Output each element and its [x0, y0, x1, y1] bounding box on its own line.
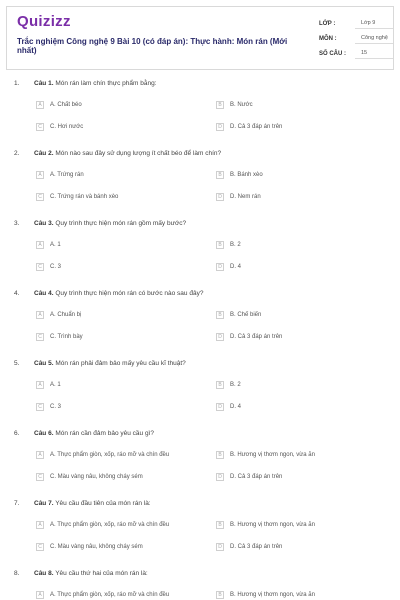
question-text [34, 80, 157, 87]
option-letter-box[interactable]: B [216, 311, 224, 319]
option-text: D. Cả 3 đáp án trên [230, 544, 283, 550]
answer-option[interactable] [216, 542, 282, 552]
question-number: 7. [14, 500, 20, 507]
option-letter-box[interactable]: D [216, 123, 224, 131]
option-text: D. Cả 3 đáp án trên [230, 124, 283, 130]
option-text: B. 2 [230, 242, 241, 248]
option-text: B. 2 [230, 382, 241, 388]
option-letter-box[interactable]: A [36, 171, 44, 179]
option-text: D. Cả 3 đáp án trên [230, 334, 283, 340]
meta-row-count [319, 46, 393, 61]
option-text: B. Hương vị thơm ngon, vừa ăn [230, 522, 315, 528]
question-number: 5. [14, 360, 20, 367]
question-text [34, 290, 203, 297]
option-text: B. Chế biến [230, 312, 262, 318]
question-text [34, 570, 148, 577]
question-label: Câu 8. [34, 570, 54, 577]
meta-value: Công nghệ [355, 34, 393, 44]
worksheet-title: Trắc nghiệm Công nghệ 9 Bài 10 (có đáp án): Thực hành: Món rán (Mới nhất) [17, 37, 288, 55]
meta-value: Lớp 9 [355, 19, 393, 29]
question-text [34, 430, 154, 437]
option-letter-box[interactable]: B [216, 171, 224, 179]
option-letter-box[interactable]: A [36, 381, 44, 389]
question-label: Câu 1. [34, 80, 54, 87]
option-text: C. Màu vàng nâu, không cháy sém [50, 474, 143, 480]
option-letter-box[interactable]: B [216, 241, 224, 249]
answer-option[interactable] [36, 310, 81, 320]
option-text: A. Thực phẩm giòn, xốp, ráo mỡ và chín đều [50, 592, 170, 598]
answer-option[interactable] [36, 100, 82, 110]
option-letter-box[interactable]: C [36, 543, 44, 551]
option-text: B. Nước [230, 102, 253, 108]
option-text: A. 1 [50, 382, 61, 388]
answer-option[interactable] [36, 192, 118, 202]
option-text: C. Màu vàng nâu, không cháy sém [50, 544, 143, 550]
option-letter-box[interactable]: A [36, 311, 44, 319]
answer-option[interactable] [36, 170, 84, 180]
answer-option[interactable] [216, 380, 241, 390]
worksheet-header [6, 6, 394, 70]
option-text: D. Nem rán [230, 194, 261, 200]
option-text: D. 4 [230, 264, 242, 270]
question-number: 8. [14, 570, 20, 577]
option-text: A. Thực phẩm giòn, xốp, ráo mỡ và chín đều [50, 452, 170, 458]
answer-option[interactable] [216, 240, 241, 250]
option-text: C. 3 [50, 264, 62, 270]
question-text [34, 360, 186, 367]
option-letter-box[interactable]: B [216, 101, 224, 109]
question-text [34, 220, 186, 227]
option-letter-box[interactable]: B [216, 451, 224, 459]
option-letter-box[interactable]: A [36, 591, 44, 599]
question-label: Câu 7. [34, 500, 54, 507]
meta-row-subject [319, 31, 393, 46]
answer-option[interactable] [216, 310, 261, 320]
question-body: Quy trình thực hiện món rán gồm mấy bước? [55, 220, 187, 227]
option-letter-box[interactable]: D [216, 263, 224, 271]
question-number: 3. [14, 220, 20, 227]
answer-option[interactable] [36, 520, 169, 530]
option-letter-box[interactable]: A [36, 101, 44, 109]
option-letter-box[interactable]: C [36, 193, 44, 201]
meta-table [319, 16, 393, 61]
option-letter-box[interactable]: C [36, 403, 44, 411]
option-text: B. Hương vị thơm ngon, vừa ăn [230, 592, 315, 598]
question-label: Câu 3. [34, 220, 54, 227]
answer-option[interactable] [36, 542, 143, 552]
option-text: D. Cả 3 đáp án trên [230, 474, 283, 480]
meta-row-class [319, 16, 393, 31]
answer-option[interactable] [36, 402, 61, 412]
answer-option[interactable] [36, 262, 61, 272]
option-letter-box[interactable]: C [36, 333, 44, 341]
answer-option[interactable] [216, 170, 263, 180]
question-label: Câu 4. [34, 290, 54, 297]
option-text: C. Trứng rán và bánh xèo [50, 194, 119, 200]
option-letter-box[interactable]: C [36, 473, 44, 481]
meta-label: SỐ CÂU : [319, 50, 346, 57]
meta-label: MÔN : [319, 35, 337, 42]
option-letter-box[interactable]: D [216, 333, 224, 341]
question-number: 6. [14, 430, 20, 437]
option-text: D. 4 [230, 404, 242, 410]
answer-option[interactable] [216, 472, 282, 482]
option-text: A. Chất béo [50, 102, 82, 108]
answer-option[interactable] [216, 332, 282, 342]
answer-option[interactable] [216, 520, 315, 530]
question-body: Món rán cần đảm bảo yêu cầu gì? [55, 430, 154, 437]
quizizz-logo: Quizizz [17, 13, 71, 30]
answer-option[interactable] [36, 472, 143, 482]
option-letter-box[interactable]: D [216, 403, 224, 411]
answer-option[interactable] [216, 100, 253, 110]
question-text [34, 500, 151, 507]
option-letter-box[interactable]: D [216, 543, 224, 551]
option-text: A. Trứng rán [50, 172, 84, 178]
question-label: Câu 2. [34, 150, 54, 157]
question-number: 2. [14, 150, 20, 157]
option-letter-box[interactable]: B [216, 591, 224, 599]
option-text: C. Trình bày [50, 334, 83, 340]
answer-option[interactable] [216, 122, 282, 132]
option-text: C. 3 [50, 404, 62, 410]
option-text: B. Bánh xèo [230, 172, 263, 178]
answer-option[interactable] [36, 122, 83, 132]
question-body: Yêu cầu đầu tiên của món rán là: [55, 500, 151, 507]
option-text: B. Hương vị thơm ngon, vừa ăn [230, 452, 315, 458]
option-letter-box[interactable]: B [216, 381, 224, 389]
option-text: A. Chuẩn bị [50, 312, 82, 318]
option-letter-box[interactable]: A [36, 451, 44, 459]
option-letter-box[interactable]: A [36, 521, 44, 529]
question-number: 1. [14, 80, 20, 87]
question-body: Món rán phải đảm bảo mấy yêu cầu kĩ thuật? [55, 360, 186, 367]
answer-option[interactable] [216, 192, 261, 202]
option-letter-box[interactable]: D [216, 193, 224, 201]
answer-option[interactable] [36, 380, 61, 390]
option-letter-box[interactable]: C [36, 263, 44, 271]
question-body: Quy trình thực hiện món rán có bước nào sau đây? [55, 290, 204, 297]
question-label: Câu 6. [34, 430, 54, 437]
question-label: Câu 5. [34, 360, 54, 367]
question-number: 4. [14, 290, 20, 297]
answer-option[interactable] [36, 332, 83, 342]
meta-value: 15 [355, 49, 393, 59]
answer-option[interactable] [36, 450, 169, 460]
answer-option[interactable] [216, 262, 241, 272]
question-text [34, 150, 221, 157]
question-body: Món rán làm chín thực phẩm bằng: [55, 80, 157, 87]
answer-option[interactable] [36, 240, 61, 250]
option-text: A. Thực phẩm giòn, xốp, ráo mỡ và chín đều [50, 522, 170, 528]
option-text: A. 1 [50, 242, 61, 248]
option-letter-box[interactable]: C [36, 123, 44, 131]
meta-label: LỚP : [319, 20, 336, 27]
option-letter-box[interactable]: B [216, 521, 224, 529]
option-letter-box[interactable]: A [36, 241, 44, 249]
option-letter-box[interactable]: D [216, 473, 224, 481]
question-body: Yêu cầu thứ hai của món rán là: [55, 570, 148, 577]
question-body: Món nào sau đây sử dụng lượng ít chất béo để làm chín? [55, 150, 222, 157]
answer-option[interactable] [216, 590, 315, 600]
answer-option[interactable] [216, 402, 241, 412]
answer-option[interactable] [216, 450, 315, 460]
answer-option[interactable] [36, 590, 169, 600]
option-text: C. Hơi nước [50, 124, 84, 130]
